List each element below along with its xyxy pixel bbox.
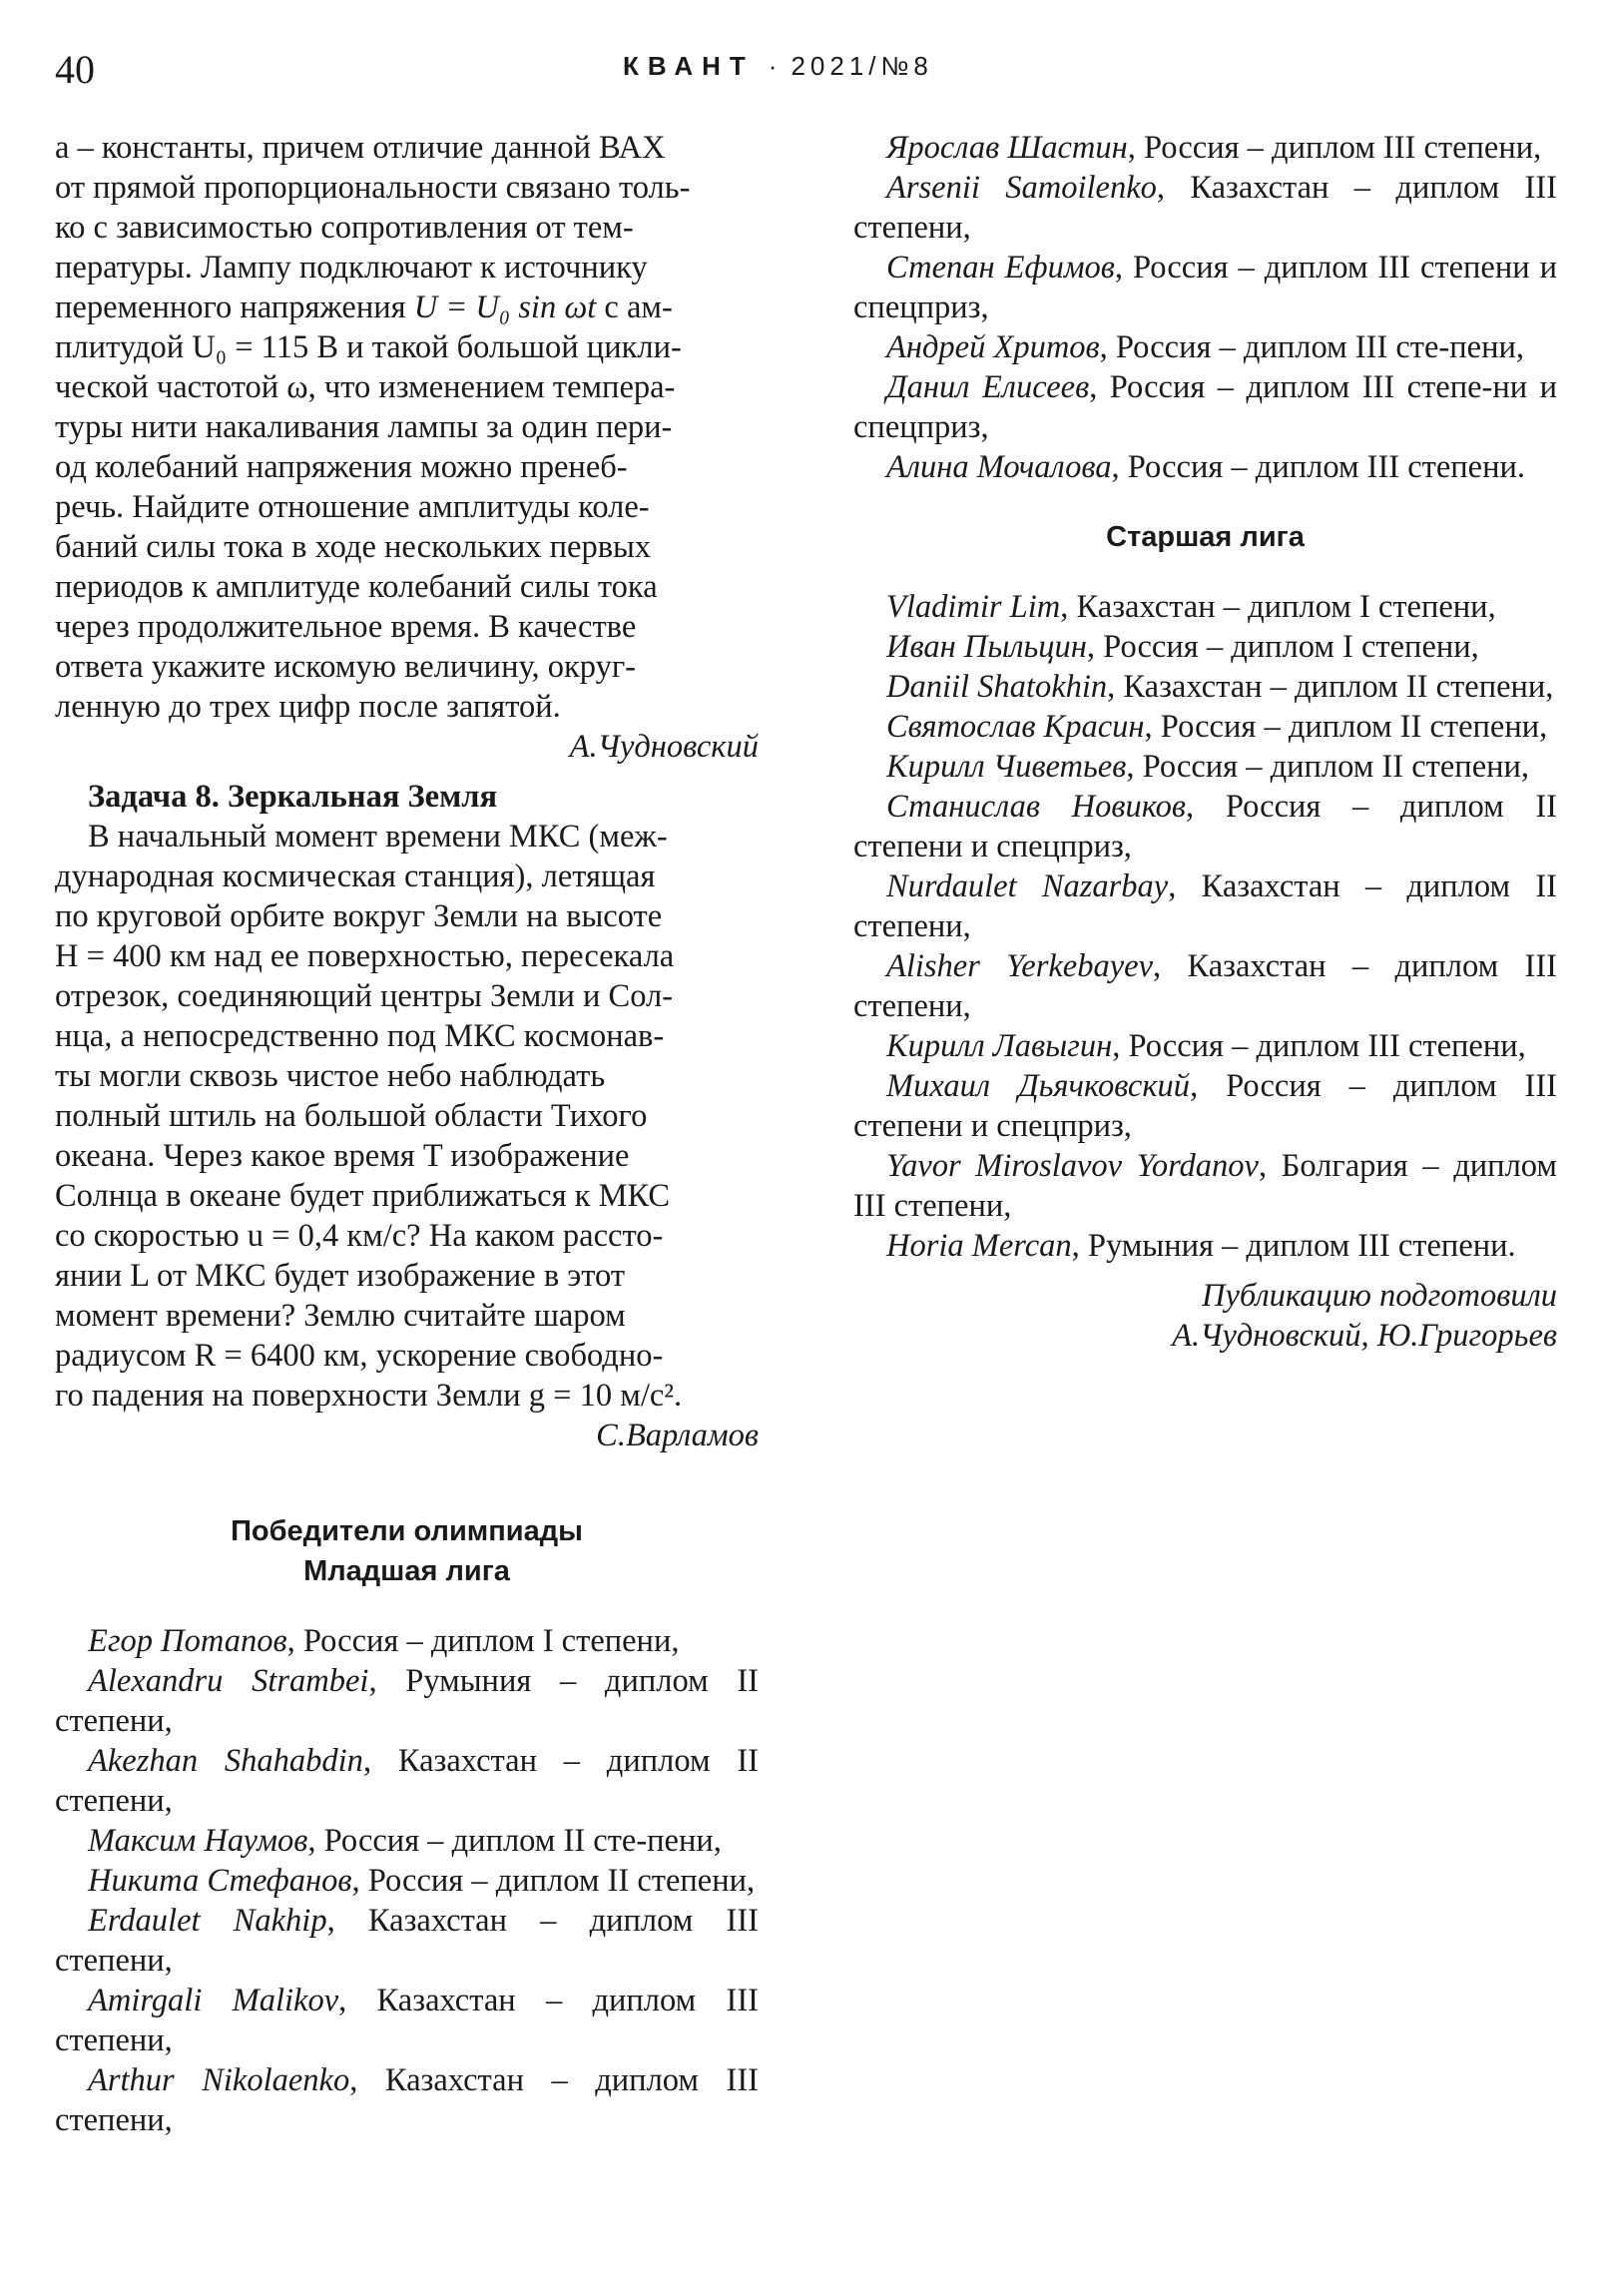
formula-voltage: U = U₀ sin ωt bbox=[413, 289, 597, 325]
list-item: Степан Ефимов, Россия – диплом III степени и спецприз, bbox=[853, 250, 1557, 325]
list-item: Иван Пыльцин, Россия – диплом I степени, bbox=[886, 629, 1479, 665]
list-item: Андрей Хритов, Россия – диплом III сте-пени, bbox=[886, 329, 1524, 365]
problem-text-line: туры нити накаливания лампы за один пери- bbox=[55, 409, 673, 445]
list-item: Alisher Yerkebayev, Казахстан – диплом III степени, bbox=[853, 948, 1557, 1024]
problem-text-line: a – константы, причем отличие данной ВАХ bbox=[55, 130, 666, 166]
problem-text-line: океана. Через какое время T изображение bbox=[55, 1138, 630, 1174]
problem-text-line: дународная космическая станция), летящая bbox=[55, 859, 656, 894]
problem-text-line: полный штиль на большой области Тихого bbox=[55, 1098, 648, 1134]
list-item: Кирилл Лавыгин, Россия – диплом III степени, bbox=[886, 1028, 1526, 1064]
list-item: Максим Наумов, Россия – диплом II сте-пени, bbox=[88, 1823, 722, 1859]
problem-text-line: ческой частотой ω, что изменением темпера- bbox=[55, 369, 676, 405]
list-item: Данил Елисеев, Россия – диплом III степе-ни и спецприз, bbox=[853, 369, 1558, 445]
formula-amplitude: U₀ = 115 В bbox=[192, 329, 339, 365]
problem-text-line: от прямой пропорциональности связано толь- bbox=[55, 170, 691, 206]
junior-winners-list-continued bbox=[853, 128, 1557, 487]
masthead-separator: · bbox=[768, 51, 778, 81]
problem-author: С.Варламов bbox=[596, 1418, 759, 1453]
problem-text-line: Солнца в океане будет приближаться к МКС bbox=[55, 1178, 671, 1214]
list-item: Amirgali Malikov, Казахстан – диплом III степени, bbox=[55, 1983, 759, 2058]
problem-text-line: В начальный момент времени МКС (меж- bbox=[88, 819, 668, 855]
problem-text-line: со скоростью u = 0,4 км/с? На каком рассто- bbox=[55, 1218, 664, 1254]
publication-authors: А.Чудновский, Ю.Григорьев bbox=[1172, 1318, 1557, 1354]
problem-text-line: ответа укажите искомую величину, округ- bbox=[55, 649, 636, 685]
right-column bbox=[853, 128, 1557, 1356]
junior-winners-list bbox=[55, 1621, 759, 2140]
list-item: Arsenii Samoilenko, Казахстан – диплом III степени, bbox=[853, 170, 1557, 246]
problem-text-line: ты могли сквозь чистое небо наблюдать bbox=[55, 1058, 606, 1094]
senior-winners-list bbox=[853, 587, 1557, 1266]
list-item: Егор Потапов, Россия – диплом I степени, bbox=[88, 1623, 680, 1659]
list-item: Nurdaulet Nazarbay, Казахстан – диплом II степени, bbox=[853, 868, 1557, 944]
publication-credit: Публикацию подготовили bbox=[1202, 1278, 1557, 1314]
page-header bbox=[0, 0, 1597, 120]
problem-text-line: радиусом R = 6400 км, ускорение свободно- bbox=[55, 1338, 664, 1374]
list-item: Alexandru Strambei, Румыния – диплом II степени, bbox=[55, 1663, 760, 1739]
problem-text-line: ленную до трех цифр после запятой. bbox=[55, 689, 561, 725]
list-item: Ярослав Шастин, Россия – диплом III степени, bbox=[886, 130, 1542, 166]
problem-text-line: од колебаний напряжения можно пренеб- bbox=[55, 449, 628, 485]
list-item: Алина Мочалова, Россия – диплом III степени. bbox=[886, 449, 1526, 485]
list-item: Akezhan Shahabdin, Казахстан – диплом II степени, bbox=[55, 1743, 759, 1819]
problem-text-line: периодов к амплитуде колебаний силы тока bbox=[55, 569, 658, 605]
magazine-title: КВАНТ bbox=[623, 51, 755, 81]
problem-text-line: баний силы тока в ходе нескольких первых bbox=[55, 529, 652, 565]
masthead bbox=[623, 48, 933, 84]
problem-author: А.Чудновский bbox=[569, 729, 759, 765]
issue-number: 2021/№8 bbox=[791, 51, 933, 81]
junior-league-title: Младшая лига bbox=[303, 1555, 510, 1587]
list-item: Arthur Nikolaenko, Казахстан – диплом III степени, bbox=[55, 2062, 759, 2138]
problem-7-tail bbox=[55, 128, 759, 767]
problem-text-line: янии L от МКС будет изображение в этот bbox=[55, 1258, 626, 1294]
list-item: Vladimir Lim, Казахстан – диплом I степени, bbox=[886, 589, 1496, 625]
problem-text-line: нца, а непосредственно под МКС космонав- bbox=[55, 1018, 665, 1054]
list-item: Никита Стефанов, Россия – диплом II степени, bbox=[88, 1863, 756, 1899]
list-item: Erdaulet Nakhip, Казахстан – диплом III степени, bbox=[55, 1903, 759, 1979]
problem-text-line: ко с зависимостью сопротивления от тем- bbox=[55, 210, 634, 246]
list-item: Станислав Новиков, Россия – диплом II степени и спецприз, bbox=[853, 789, 1557, 864]
problem-text-line: плитудой U₀ = 115 В и такой большой цикли- bbox=[55, 329, 682, 365]
list-item: Михаил Дьячковский, Россия – диплом III степени и спецприз, bbox=[853, 1068, 1557, 1144]
problem-text-line: H = 400 км над ее поверхностью, пересекала bbox=[55, 938, 675, 974]
problem-text-line: момент времени? Землю считайте шаром bbox=[55, 1298, 626, 1334]
problem-8 bbox=[55, 777, 759, 1455]
list-item: Святослав Красин, Россия – диплом II степени, bbox=[886, 709, 1548, 745]
left-column bbox=[55, 128, 759, 2140]
problem-text-line: по круговой орбите вокруг Земли на высоте bbox=[55, 898, 663, 934]
list-item: Кирилл Чиветьев, Россия – диплом II степени, bbox=[886, 749, 1530, 785]
winners-title: Победители олимпиады bbox=[231, 1515, 583, 1547]
list-item: Horia Mercan, Румыния – диплом III степени. bbox=[886, 1228, 1516, 1264]
problem-text-line: пературы. Лампу подключают к источнику bbox=[55, 250, 648, 286]
page-number: 40 bbox=[55, 47, 95, 92]
problem-text-line: через продолжительное время. В качестве bbox=[55, 609, 637, 645]
list-item: Daniil Shatokhin, Казахстан – диплом II степени, bbox=[886, 669, 1554, 705]
problem-text-line: речь. Найдите отношение амплитуды коле- bbox=[55, 489, 650, 525]
problem-text-line: отрезок, соединяющий центры Земли и Сол- bbox=[55, 978, 674, 1014]
list-item: Yavor Miroslavov Yordanov, Болгария – диплом III степени, bbox=[853, 1148, 1557, 1224]
problem-text-line: переменного напряжения U = U₀ sin ωt с ам- bbox=[55, 289, 673, 325]
problem-text-line: го падения на поверхности Земли g = 10 м/с². bbox=[55, 1378, 683, 1414]
senior-league-title: Старшая лига bbox=[1106, 521, 1305, 553]
problem-title: Задача 8. Зеркальная Земля bbox=[88, 779, 498, 815]
